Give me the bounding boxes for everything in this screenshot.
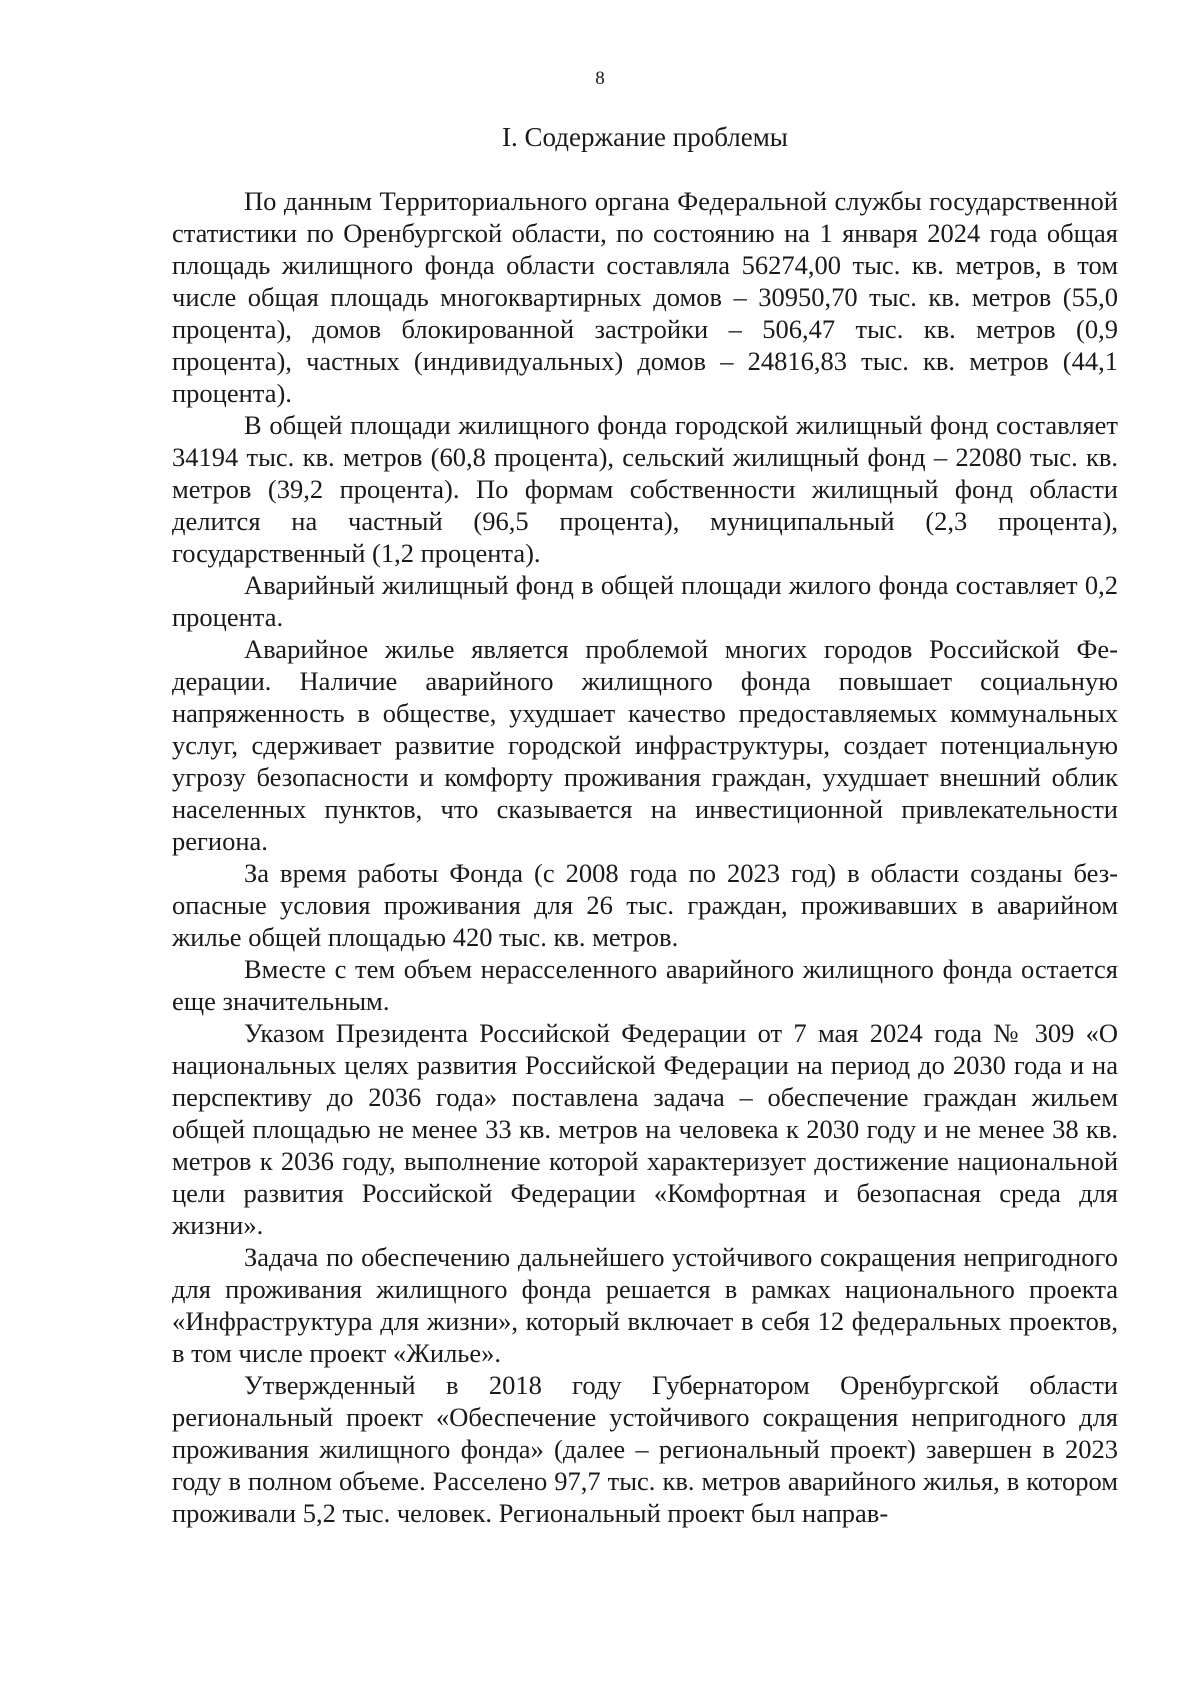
section-title: I. Содержание проблемы: [502, 122, 788, 152]
paragraph-emergency-share: Аварийный жилищный фонд в общей площади жилого фонда составляет 0,2 процента.: [172, 570, 1118, 632]
paragraph-remaining-volume: Вместе с тем объем нерасселенного аварийного жилищного фонда остается еще значительным.: [172, 954, 1118, 1016]
paragraph-national-project: Задача по обеспечению дальнейшего устойчивого сокращения непригодного для проживания жилищного фонда решается в рамках национального проекта «Инфраструктура для жизни», который включает в себя 12 федеральных проектов, в том числе проект «Жилье».: [172, 1242, 1118, 1368]
paragraph-emergency-problem: Аварийное жилье является проблемой многих городов Российской Федерации. Наличие аварийного жилищного фонда повышает социальную напряженность в обществе, ухудшает качество предоставляемых коммунальных услуг, сдерживает развитие городской инфраструктуры, создает потенциальную угрозу безопасности и комфорту проживания граждан, ухудшает внешний облик населенных пунктов, что сказывается на инвестиционной привлекательности региона.: [172, 634, 1118, 856]
paragraph-urban-rural-stock: В общей площади жилищного фонда городской жилищный фонд составляет 34194 тыс. кв. метров (60,8 процента), сельский жилищный фонд – 22080 тыс. кв. метров (39,2 процента). По формам собственности жилищный фонд области делится на частный (96,5 процента), муниципальный (2,3 процента), государственный (1,2 процента).: [172, 410, 1118, 568]
paragraph-fund-results: За время работы Фонда (с 2008 года по 2023 год) в области созданы безопасные условия проживания для 26 тыс. граждан, проживавших в аварийном жилье общей площадью 420 тыс. кв. метров.: [172, 858, 1118, 952]
document-body: [172, 185, 1118, 1529]
page-number: 8: [595, 68, 605, 89]
paragraph-housing-stock-area: По данным Территориального органа Федеральной службы государственной статистики по Оренбургской области, по состоянию на 1 января 2024 года общая площадь жилищного фонда области составляла 56274,00 тыс. кв. метров, в том числе общая площадь многоквартирных домов – 30950,70 тыс. кв. метров (55,0 процента), домов блокированной застройки – 506,47 тыс. кв. метров (0,9 процента), частных (индивидуальных) домов – 24816,83 тыс. кв. метров (44,1 процента).: [172, 186, 1118, 408]
paragraph-regional-project: Утвержденный в 2018 году Губернатором Оренбургской области региональный проект «Обеспечение устойчивого сокращения непригодного для проживания жилищного фонда» (далее – региональный проект) завершен в 2023 году в полном объеме. Расселено 97,7 тыс. кв. метров аварийного жилья, в котором проживали 5,2 тыс. человек. Региональный проект был направ-: [172, 1370, 1118, 1528]
paragraph-presidential-decree: Указом Президента Российской Федерации от 7 мая 2024 года № 309 «О национальных целях развития Российской Федерации на период до 2030 года и на перспективу до 2036 года» поставлена задача – обеспечение граждан жильем общей площадью не менее 33 кв. метров на человека к 2030 году и не менее 38 кв. метров к 2036 году, выполнение которой характеризует достижение национальной цели развития Российской Федерации «Комфортная и безопасная среда для жизни».: [172, 1018, 1118, 1240]
